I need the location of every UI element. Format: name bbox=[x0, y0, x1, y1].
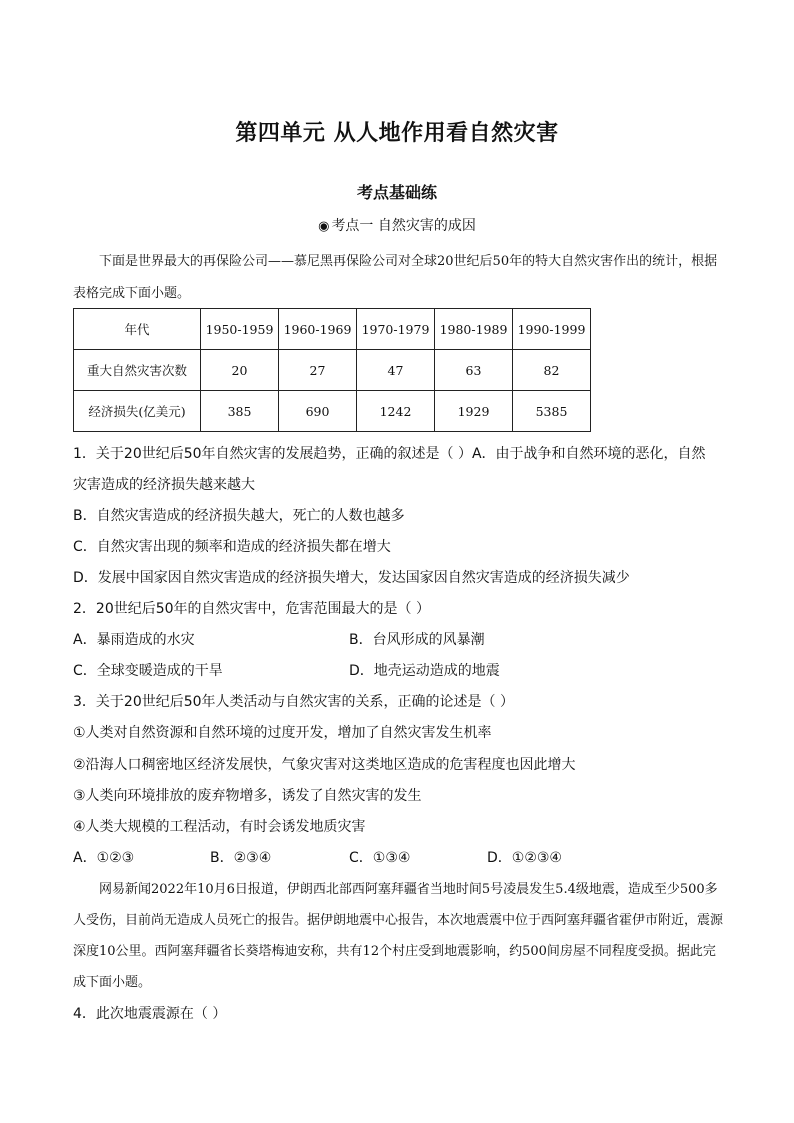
q2-option-b: B．台风形成的风暴潮 bbox=[349, 632, 485, 648]
table-row-label: 重大自然灾害次数 bbox=[74, 350, 201, 391]
q1-option-d: D．发展中国家因自然灾害造成的经济损失增大，发达国家因自然灾害造成的经济损失减少 bbox=[73, 570, 630, 586]
table-header-cell: 1970-1979 bbox=[357, 309, 435, 350]
q3-stem: 3．关于20世纪后50年人类活动与自然灾害的关系，正确的论述是（ ） bbox=[73, 694, 514, 710]
table-cell: 1242 bbox=[357, 391, 435, 432]
q1-option-b: B．自然灾害造成的经济损失越大，死亡的人数也越多 bbox=[73, 508, 405, 524]
table-cell: 1929 bbox=[435, 391, 513, 432]
table-header-row bbox=[74, 309, 591, 350]
table-cell: 385 bbox=[201, 391, 279, 432]
q2-option-c: C．全球变暖造成的干旱 bbox=[73, 663, 223, 679]
page-subtitle: 考点基础练 bbox=[356, 183, 437, 202]
q2-option-a: A．暴雨造成的水灾 bbox=[73, 632, 195, 648]
table-header-cell: 1960-1969 bbox=[279, 309, 357, 350]
q1-stem-line1: 1．关于20世纪后50年自然灾害的发展趋势，正确的叙述是（ ）A．由于战争和自然环境的恶化，自然 bbox=[73, 446, 706, 462]
table-header-cell: 1980-1989 bbox=[435, 309, 513, 350]
target-bullet-icon: ◉ bbox=[318, 219, 330, 234]
table-row bbox=[74, 350, 591, 391]
q3-item-1: ①人类对自然资源和自然环境的过度开发，增加了自然灾害发生机率 bbox=[73, 725, 492, 741]
q2-option-d: D．地壳运动造成的地震 bbox=[349, 663, 500, 679]
q1-option-c: C．自然灾害出现的频率和造成的经济损失都在增大 bbox=[73, 539, 391, 555]
q3-option-c: C．①③④ bbox=[349, 850, 411, 866]
q3-item-3: ③人类向环境排放的废弃物增多，诱发了自然灾害的发生 bbox=[73, 788, 422, 804]
table-row-label: 经济损失(亿美元) bbox=[74, 391, 201, 432]
q3-item-4: ④人类大规模的工程活动，有时会诱发地质灾害 bbox=[73, 819, 366, 835]
table-cell: 63 bbox=[435, 350, 513, 391]
q3-option-a: A．①②③ bbox=[73, 850, 135, 866]
disaster-stats-table bbox=[73, 308, 591, 432]
q2-stem: 2．20世纪后50年的自然灾害中，危害范围最大的是（ ） bbox=[73, 601, 430, 617]
table-header-cell: 1990-1999 bbox=[513, 309, 591, 350]
table-row bbox=[74, 391, 591, 432]
table-cell: 27 bbox=[279, 350, 357, 391]
table-cell: 690 bbox=[279, 391, 357, 432]
table-cell: 82 bbox=[513, 350, 591, 391]
table-header-cell: 年代 bbox=[74, 309, 201, 350]
table-cell: 5385 bbox=[513, 391, 591, 432]
q3-item-2: ②沿海人口稠密地区经济发展快，气象灾害对这类地区造成的危害程度也因此增大 bbox=[73, 757, 576, 773]
q4-stem: 4．此次地震震源在（ ） bbox=[73, 1006, 227, 1022]
table-cell: 20 bbox=[201, 350, 279, 391]
table-header-cell: 1950-1959 bbox=[201, 309, 279, 350]
table-cell: 47 bbox=[357, 350, 435, 391]
section-heading bbox=[0, 215, 794, 235]
q3-option-b: B．②③④ bbox=[210, 850, 272, 866]
news-paragraph: 网易新闻2022年10月6日报道，伊朗西北部西阿塞拜疆省当地时间5号凌晨发生5.4级地震，造成至少500多人受伤，目前尚无造成人员死亡的报告。据伊朗地震中心报告，本次地震震中位于西阿塞拜疆省霍伊市附近，震源深度10公里。西阿塞拜疆省长葵塔梅迪安称，共有12个村庄受到地震影响，约500间房屋不同程度受损。据此完成下面小题。 bbox=[73, 882, 724, 990]
q1-stem-line2: 灾害造成的经济损失越来越大 bbox=[73, 477, 255, 493]
page-title: 第四单元 从人地作用看自然灾害 bbox=[235, 121, 559, 146]
q3-option-d: D．①②③④ bbox=[487, 850, 562, 866]
section-label: 考点一 自然灾害的成因 bbox=[331, 218, 476, 234]
intro-paragraph: 下面是世界最大的再保险公司——慕尼黑再保险公司对全球20世纪后50年的特大自然灾害作出的统计，根据表格完成下面小题。 bbox=[73, 254, 718, 301]
